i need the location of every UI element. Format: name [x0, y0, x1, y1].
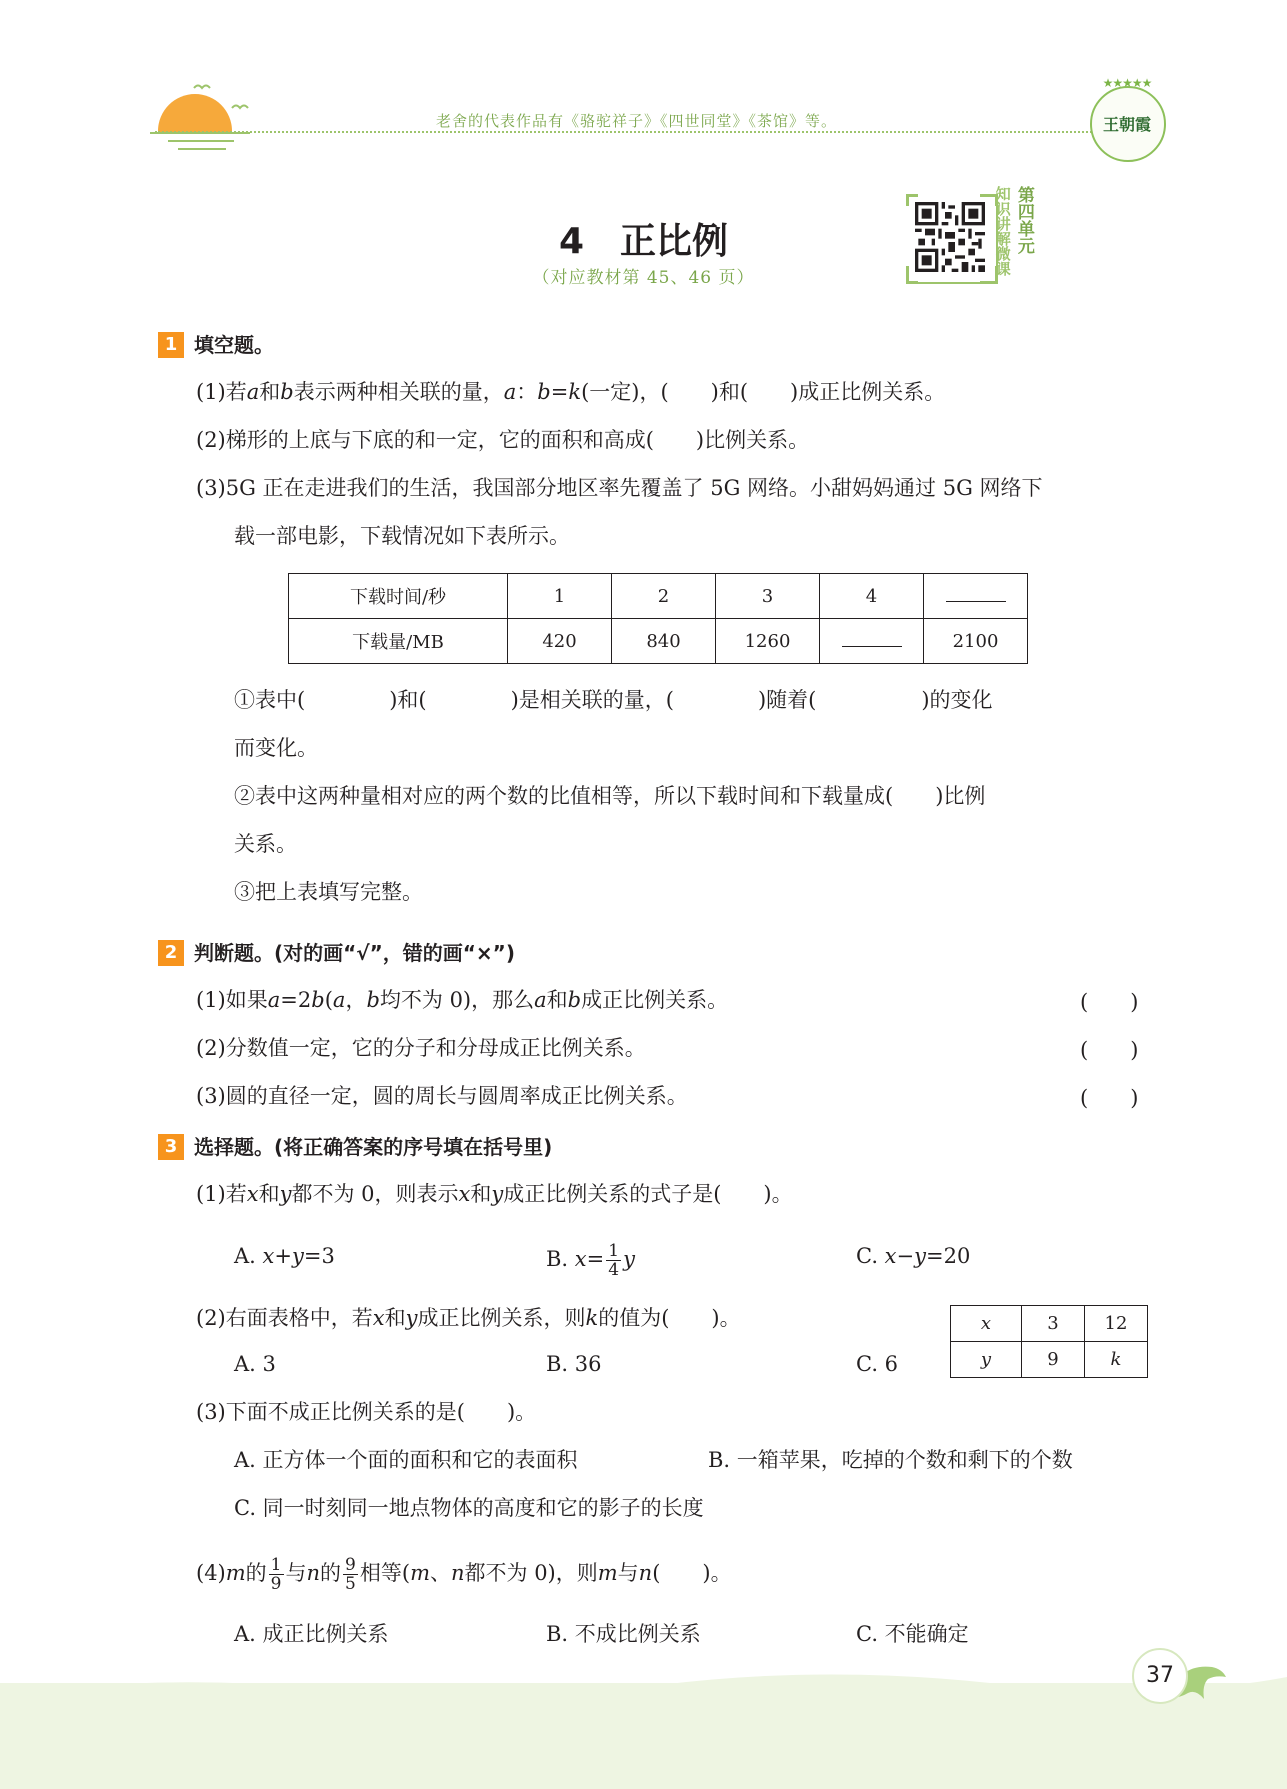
s3-q4: (4)m的 $\frac{1}{9}$ 与n的 $\frac{9}{5}$ 相等(m、n都不为 0)，则m与n( )。 [196, 1555, 732, 1594]
table-cell-label: 下载时间/秒 [289, 574, 508, 619]
unit-label: 第四单元 [1013, 186, 1034, 254]
footer-background [0, 1683, 1287, 1789]
table-cell: 840 [612, 619, 716, 664]
s3-q4-option-b: B. 不成比例关系 [546, 1622, 701, 1646]
s1-q3-line2: 载一部电影，下载情况如下表所示。 [234, 524, 570, 548]
s3-q1-option-c: C. x−y=20 [856, 1244, 971, 1268]
horizon-line [178, 148, 226, 150]
page-number: 37 [1132, 1648, 1188, 1704]
fraction: $\frac{9}{5}$ [345, 1555, 356, 1594]
table-cell: 4 [820, 574, 924, 619]
birds-icon [192, 80, 252, 120]
logo-stars: ★★★★★ [1102, 76, 1152, 90]
section-3-heading [158, 1131, 552, 1162]
table-cell: 1260 [716, 619, 820, 664]
s3-q2-option-a: A. 3 [234, 1352, 276, 1376]
s3-q3: (3)下面不成正比例关系的是( )。 [196, 1400, 537, 1424]
s1-sub1-line2: 而变化。 [234, 736, 318, 760]
sun-horizon-mask [150, 132, 250, 172]
table-cell: 12 [1085, 1306, 1148, 1342]
table-cell: 2100 [924, 619, 1028, 664]
table-cell-label: y [951, 1342, 1022, 1378]
section-3-title: 选择题。(将正确答案的序号填在括号里) [194, 1135, 553, 1159]
section-2-number: 2 [158, 940, 184, 966]
s3-q4-option-a: A. 成正比例关系 [234, 1622, 389, 1646]
answer-paren[interactable]: ( ) [1080, 990, 1139, 1014]
fraction: $\frac{1}{9}$ [270, 1555, 282, 1594]
horizon-line [168, 140, 234, 142]
s3-q1-option-b: B. x= $\frac{1}{4}$ y [546, 1241, 635, 1280]
s3-q3-option-c: C. 同一时刻同一地点物体的高度和它的影子的长度 [234, 1496, 704, 1520]
s3-q3-option-a: A. 正方体一个面的面积和它的表面积 [234, 1448, 578, 1472]
s2-q2: (2)分数值一定，它的分子和分母成正比例关系。 [196, 1036, 646, 1060]
fraction: $\frac{1}{4}$ [608, 1241, 620, 1280]
table-cell-blank[interactable] [924, 574, 1028, 619]
table-row [289, 574, 1028, 619]
s1-q1: (1)若a和b表示两种相关联的量，a：b=k(一定)，( )和( )成正比例关系。 [196, 380, 946, 404]
s3-q1: (1)若x和y都不为 0，则表示x和y成正比例关系的式子是( )。 [196, 1182, 793, 1206]
table-cell: 3 [716, 574, 820, 619]
answer-paren[interactable]: ( ) [1080, 1038, 1139, 1062]
section-1-heading [158, 329, 274, 360]
table-cell: 420 [508, 619, 612, 664]
s3-q3-option-b: B. 一箱苹果，吃掉的个数和剩下的个数 [708, 1448, 1073, 1472]
answer-paren[interactable]: ( ) [1080, 1086, 1139, 1110]
page-title: 4 正比例 [558, 221, 729, 262]
s3-q2-option-c: C. 6 [856, 1352, 899, 1376]
s1-sub2-line1: ②表中这两种量相对应的两个数的比值相等，所以下载时间和下载量成( )比例 [234, 784, 986, 808]
xy-table [950, 1305, 1148, 1378]
micro-lesson-label: 知识讲解微课 [993, 186, 1012, 276]
s2-q3: (3)圆的直径一定，圆的周长与圆周率成正比例关系。 [196, 1084, 688, 1108]
s3-q1-option-a: A. x+y=3 [234, 1244, 335, 1268]
section-2-title: 判断题。(对的画“√”，错的画“×”) [194, 941, 515, 965]
s3-q4-option-c: C. 不能确定 [856, 1622, 969, 1646]
table-row [951, 1306, 1148, 1342]
s2-q1: (1)如果a=2b(a，b均不为 0)，那么a和b成正比例关系。 [196, 988, 729, 1012]
table-cell-label: x [951, 1306, 1022, 1342]
download-table [288, 573, 1028, 664]
header-divider [155, 131, 1095, 133]
section-2-heading [158, 937, 515, 968]
s1-q3-line1: (3)5G 正在走进我们的生活，我国部分地区率先覆盖了 5G 网络。小甜妈妈通过 5G 网络下 [196, 476, 1043, 500]
section-1-title: 填空题。 [194, 333, 274, 357]
table-cell-label: 下载量/MB [289, 619, 508, 664]
table-cell-blank[interactable] [820, 619, 924, 664]
page-subtitle: （对应教材第 45、46 页） [532, 268, 755, 288]
table-cell: 9 [1022, 1342, 1085, 1378]
logo-text: 王朝霞 [1102, 115, 1151, 134]
table-cell: 1 [508, 574, 612, 619]
answer-blank[interactable] [842, 632, 902, 647]
section-3-number: 3 [158, 1134, 184, 1160]
answer-blank[interactable] [946, 587, 1006, 602]
section-1-number: 1 [158, 332, 184, 358]
s1-q2: (2)梯形的上底与下底的和一定，它的面积和高成( )比例关系。 [196, 428, 810, 452]
qr-code-icon[interactable] [915, 202, 985, 272]
table-cell: 2 [612, 574, 716, 619]
s3-q2: (2)右面表格中，若x和y成正比例关系，则k的值为( )。 [196, 1306, 741, 1330]
s1-sub3: ③把上表填写完整。 [234, 880, 423, 904]
table-row [289, 619, 1028, 664]
table-row [951, 1342, 1148, 1378]
s1-sub1-line1: ①表中( )和( )是相关联的量，( )随着( )的变化 [234, 688, 993, 712]
s1-sub2-line2: 关系。 [234, 832, 297, 856]
table-cell: 3 [1022, 1306, 1085, 1342]
table-cell: k [1085, 1342, 1148, 1378]
s3-q2-option-b: B. 36 [546, 1352, 602, 1376]
header-quote: 老舍的代表作品有《骆驼祥子》《四世同堂》《茶馆》等。 [436, 112, 838, 130]
